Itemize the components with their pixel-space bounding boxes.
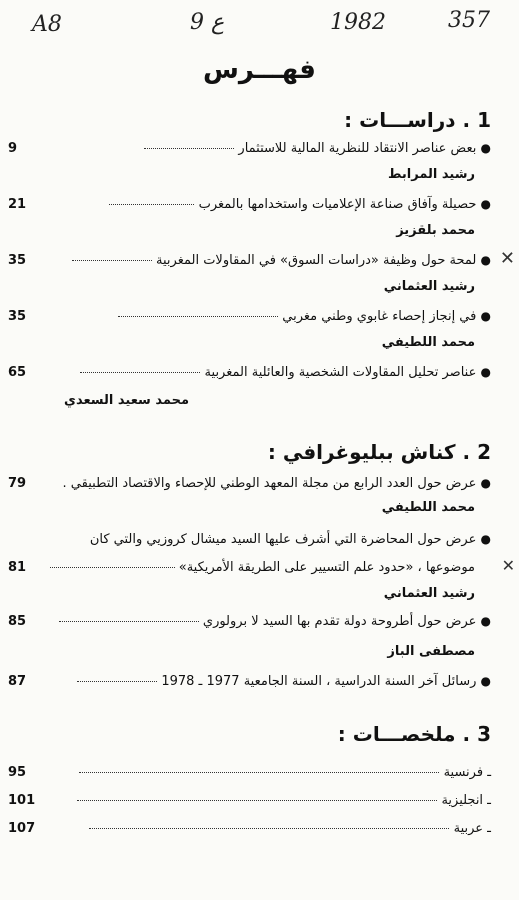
toc-page-number: 107 — [8, 821, 36, 836]
toc-entry-text: رسائل آخر السنة الدراسية ، السنة الجامعية 1977 ـ 1978 — [161, 674, 477, 689]
leader-dots — [77, 681, 157, 682]
toc-author: محمد سعيد السعدي — [64, 393, 189, 408]
toc-entry-text: عناصر تحليل المقاولات الشخصية والعائلية المغربية — [204, 365, 477, 380]
toc-author: محمد بلقزيز — [396, 223, 475, 238]
leader-dots — [89, 828, 449, 829]
toc-page-number: 35 — [8, 253, 27, 268]
toc-entry-text: ـ انجليزية — [441, 793, 491, 808]
toc-author: محمد اللطيفي — [381, 335, 475, 350]
toc-entry: ● عرض حول المحاضرة التي أشرف عليها السيد ميشال كروزيي والتي كان — [89, 532, 491, 547]
toc-entry-text: عرض حول العدد الرابع من مجلة المعهد الوطني للإحصاء والاقتصاد التطبيقي . — [62, 476, 477, 491]
toc-page-number: 95 — [8, 765, 27, 780]
leader-dots — [80, 372, 200, 373]
toc-entry — [79, 765, 491, 780]
handwritten-year-mark: 1982 — [330, 10, 386, 35]
toc-entry: ● لمحة حول وظيفة «دراسات السوق» في المقاولات المغربية — [72, 253, 491, 268]
toc-entry: ● عناصر تحليل المقاولات الشخصية والعائلية المغربية — [80, 365, 491, 380]
leader-dots — [50, 567, 175, 568]
toc-entry: ● رسائل آخر السنة الدراسية ، السنة الجامعية 1977 ـ 1978 — [77, 674, 491, 689]
toc-entry: ● عرض حول أطروحة دولة تقدم بها السيد لا برولوري — [59, 614, 491, 629]
leader-dots — [72, 260, 152, 261]
toc-author: محمد اللطيفي — [381, 500, 475, 515]
toc-page-number: 87 — [8, 674, 27, 689]
toc-page-number: 85 — [8, 614, 27, 629]
leader-dots — [77, 800, 437, 801]
toc-entry-text: لمحة حول وظيفة «دراسات السوق» في المقاولات المغربية — [156, 253, 477, 268]
section-2-heading: 2 . كناش ببليوغرافي : — [267, 440, 491, 464]
handwritten-issue-mark: ع 9 — [190, 10, 225, 35]
toc-page-number: 79 — [8, 476, 27, 491]
toc-page-number: 21 — [8, 197, 27, 212]
toc-entry — [77, 793, 491, 808]
toc-author: مصطفى الباز — [387, 644, 475, 659]
toc-author: رشيد المرابط — [387, 167, 475, 182]
toc-entry-text: عرض حول المحاضرة التي أشرف عليها السيد ميشال كروزيي والتي كان — [89, 532, 477, 547]
toc-entry-continuation — [50, 560, 475, 575]
toc-entry: ● عرض حول العدد الرابع من مجلة المعهد الوطني للإحصاء والاقتصاد التطبيقي . — [62, 476, 491, 491]
leader-dots — [79, 772, 439, 773]
leader-dots — [109, 204, 194, 205]
leader-dots — [118, 316, 278, 317]
toc-entry-text: في إنجاز إحصاء غابوي وطني مغربي — [282, 309, 477, 324]
page-title: فهـــرس — [203, 55, 316, 85]
check-mark-icon: ✕ — [501, 556, 515, 575]
toc-entry: ● في إنجاز إحصاء غابوي وطني مغربي — [118, 309, 491, 324]
toc-author: رشيد العثماني — [383, 279, 475, 294]
toc-entry-text: بعض عناصر الانتقاد للنظرية المالية للاستثمار — [238, 141, 477, 156]
toc-author: رشيد العثماني — [383, 586, 475, 601]
section-3-heading: 3 . ملخصـــات : — [337, 722, 491, 746]
toc-entry — [89, 821, 491, 836]
toc-page-number: 9 — [8, 141, 18, 156]
toc-entry-text: عرض حول أطروحة دولة تقدم بها السيد لا برولوري — [202, 614, 477, 629]
toc-page-number: 65 — [8, 365, 27, 380]
toc-entry: ● بعض عناصر الانتقاد للنظرية المالية للاستثمار — [144, 141, 491, 156]
check-mark-icon: ✕ — [499, 248, 515, 269]
toc-entry: ● حصيلة وآفاق صناعة الإعلاميات واستخدامها بالمغرب — [109, 197, 491, 212]
toc-entry-text: ـ فرنسية — [443, 765, 491, 780]
handwritten-page-mark: A8 — [32, 12, 62, 37]
toc-entry-text: ـ عربية — [453, 821, 491, 836]
leader-dots — [59, 621, 199, 622]
toc-page-number: 35 — [8, 309, 27, 324]
section-1-heading: 1 . دراســـات : — [344, 108, 491, 132]
toc-entry-text: حصيلة وآفاق صناعة الإعلاميات واستخدامها بالمغرب — [198, 197, 477, 212]
handwritten-number-mark: 357 — [448, 8, 490, 33]
leader-dots — [144, 148, 234, 149]
toc-page-number: 81 — [8, 560, 27, 575]
toc-page-number: 101 — [8, 793, 36, 808]
toc-entry-text: موضوعها ، «حدود علم التسيير على الطريقة الأمريكية» — [178, 560, 475, 575]
